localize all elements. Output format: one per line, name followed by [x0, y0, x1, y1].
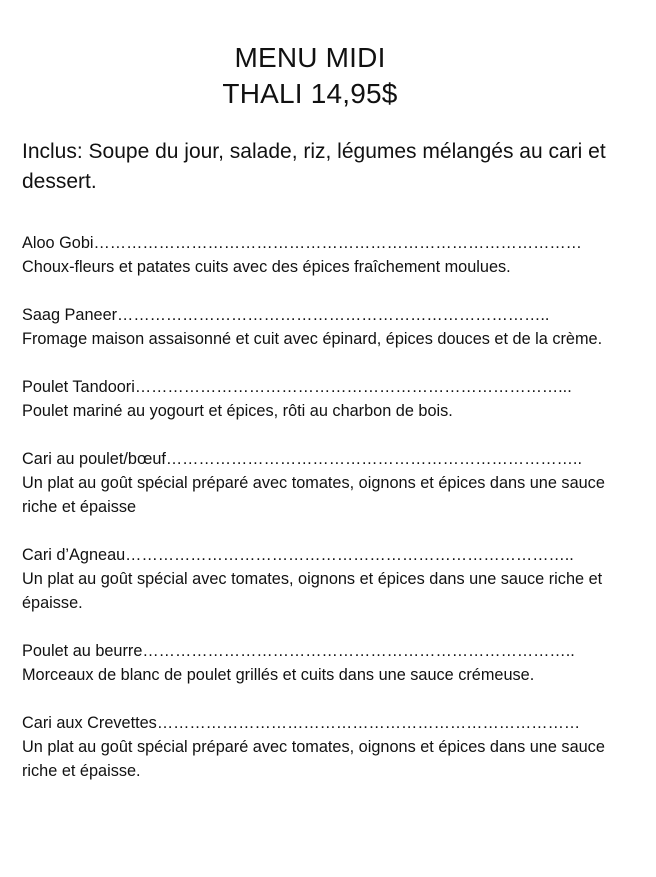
menu-item-name: Cari aux Crevettes…………………………………………………………………… — [22, 714, 581, 732]
menu-item — [22, 231, 634, 279]
menu-item — [22, 447, 634, 519]
menu-item-description: Fromage maison assaisonné et cuit avec épinard, épices douces et de la crème. — [22, 330, 603, 348]
menu-item-name: Saag Paneer…………………………………………………………………….. — [22, 306, 550, 324]
menu-item — [22, 711, 634, 783]
menu-item-name: Cari d’Agneau……………………………………………………………………….. — [22, 546, 574, 564]
menu-header — [0, 40, 620, 112]
menu-item-name: Poulet au beurre…………………………………………………………………….. — [22, 642, 575, 660]
menu-item-name: Aloo Gobi……………………………………………………………………………… — [22, 234, 582, 252]
menu-item-description: Un plat au goût spécial préparé avec tomates, oignons et épices dans une sauce riche et épaisse — [22, 474, 605, 516]
menu-item-description: Morceaux de blanc de poulet grillés et cuits dans une sauce crémeuse. — [22, 666, 535, 684]
menu-item-name: Poulet Tandoori……………………………………………………………………... — [22, 378, 572, 396]
menu-item-description: Un plat au goût spécial avec tomates, oignons et épices dans une sauce riche et épaisse. — [22, 570, 603, 612]
menu-item — [22, 303, 634, 351]
menu-item — [22, 639, 634, 687]
menu-item-description: Poulet mariné au yogourt et épices, rôti au charbon de bois. — [22, 402, 453, 420]
menu-title: MENU MIDI — [234, 42, 386, 73]
menu-item-description: Choux-fleurs et patates cuits avec des épices fraîchement moulues. — [22, 258, 511, 276]
menu-item-description: Un plat au goût spécial préparé avec tomates, oignons et épices dans une sauce riche et épaisse. — [22, 738, 605, 780]
menu-price: THALI 14,95$ — [222, 78, 398, 109]
menu-items-list — [22, 231, 634, 807]
menu-item — [22, 543, 634, 615]
menu-item — [22, 375, 634, 423]
included-note: Inclus: Soupe du jour, salade, riz, légumes mélangés au cari et dessert. — [22, 140, 606, 193]
menu-item-name: Cari au poulet/bœuf………………………………………………………………….. — [22, 450, 582, 468]
